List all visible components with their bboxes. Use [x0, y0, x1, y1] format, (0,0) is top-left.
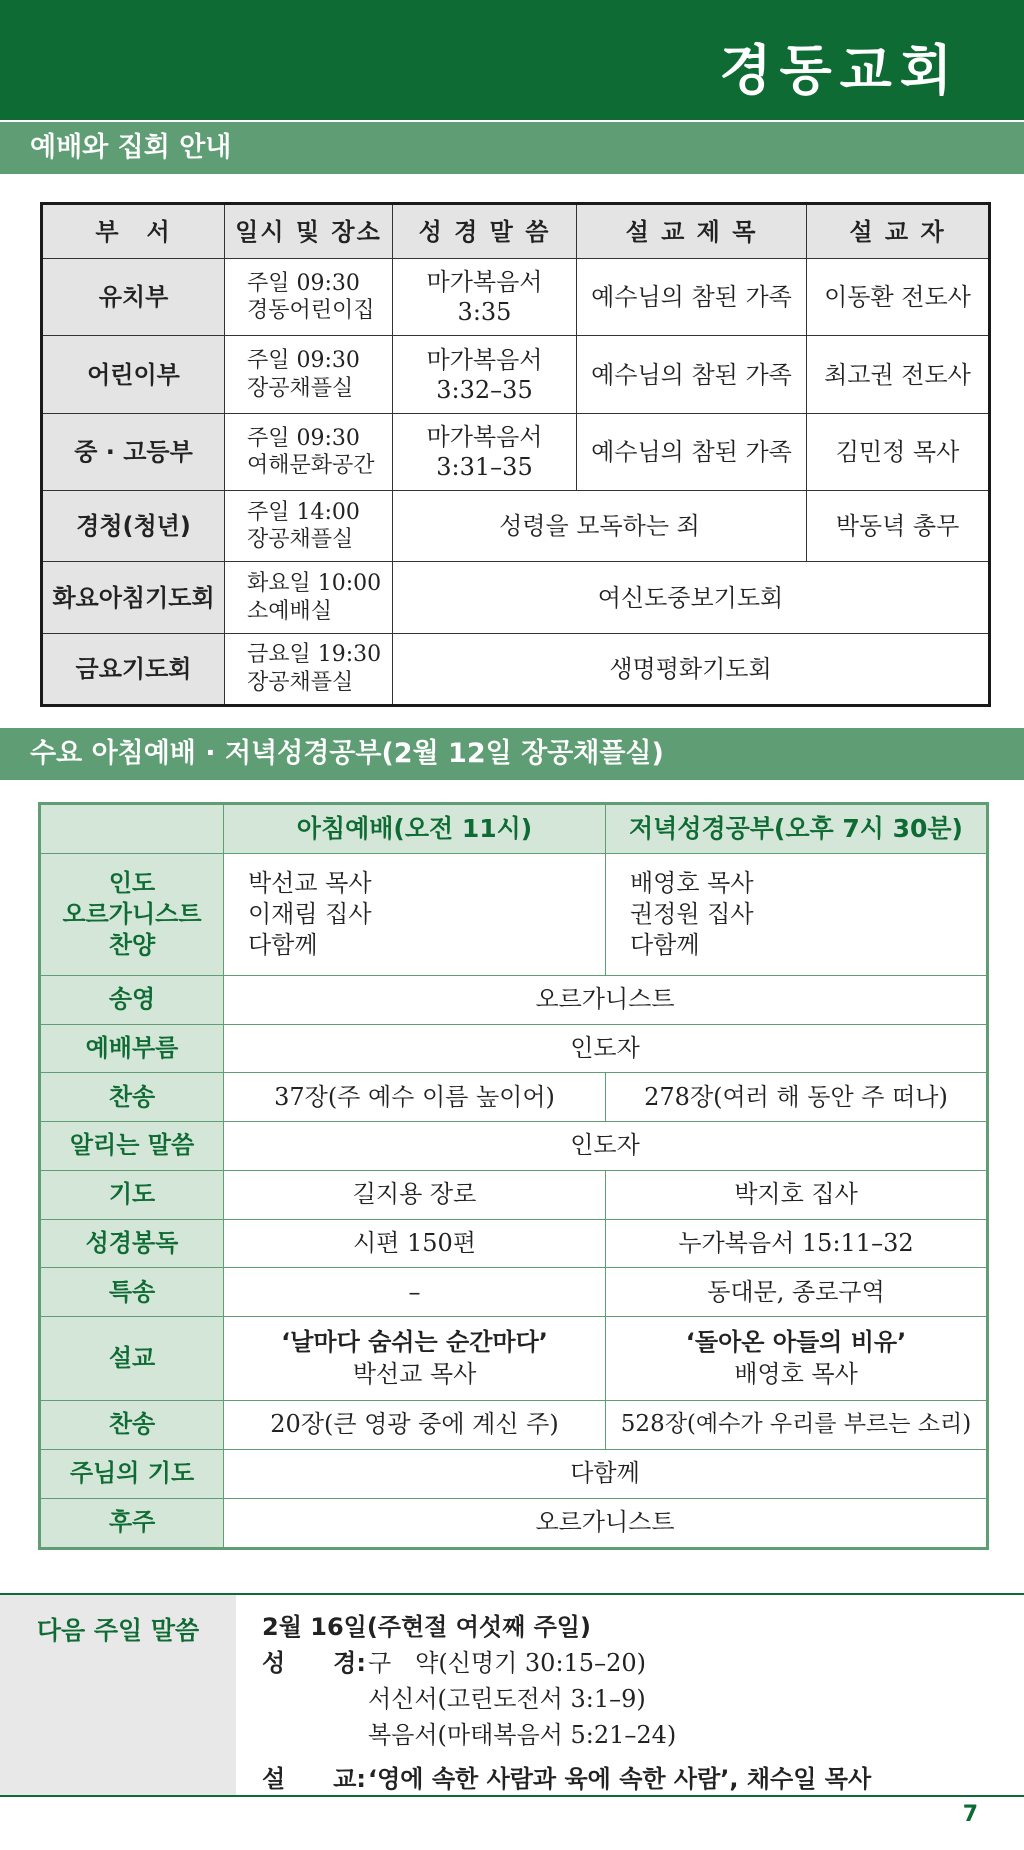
sermon-title: ‘날마다 숨쉬는 순간마다’ [281, 1328, 548, 1357]
merged-content-cell: 생명평화기도회 [393, 633, 990, 705]
order-label-cell: 특송 [40, 1268, 224, 1317]
time-place-cell [225, 562, 393, 633]
morning-cell: 37장(주 예수 이름 높이어) [224, 1073, 606, 1122]
next-week-body [262, 1609, 1002, 1797]
speaker-cell: 이동환 전도사 [807, 259, 990, 336]
place-text: 장공채플실 [247, 375, 354, 401]
time-place-cell [225, 259, 393, 336]
dept-cell: 화요아침기도회 [42, 562, 225, 633]
dept-cell: 유치부 [42, 259, 225, 336]
table-row [40, 1024, 988, 1073]
role-value: 다함께 [630, 931, 700, 960]
role-label: 찬양 [108, 931, 156, 960]
wednesday-order-table [38, 802, 989, 1550]
scripture-row [262, 1681, 1002, 1717]
scripture-row [262, 1645, 1002, 1681]
merged-cell: 오르가니스트 [224, 1498, 988, 1548]
header-empty [40, 804, 224, 854]
time-text: 주일 14:00 [247, 499, 360, 525]
order-label-cell: 찬송 [40, 1401, 224, 1450]
morning-cell: – [224, 1268, 606, 1317]
table-row [40, 1498, 988, 1548]
page-number: 7 [962, 1802, 978, 1827]
verse-text: 3:32–35 [436, 375, 533, 404]
order-label-cell: 후주 [40, 1498, 224, 1548]
sermon-title-cell: 예수님의 참된 가족 [577, 336, 807, 413]
evening-cell: 528장(예수가 우리를 부르는 소리) [606, 1401, 988, 1450]
order-label-cell: 예배부름 [40, 1024, 224, 1073]
speaker-cell: 김민정 목사 [807, 413, 990, 490]
place-text: 경동어린이집 [247, 298, 375, 324]
roles-evening-cell [606, 854, 988, 976]
merged-content-cell: 여신도중보기도회 [393, 562, 990, 633]
table-row [42, 562, 990, 633]
morning-cell: 길지용 장로 [224, 1170, 606, 1219]
dept-cell: 금요기도회 [42, 633, 225, 705]
table-row [42, 413, 990, 490]
role-value: 권정원 집사 [630, 899, 754, 928]
sermon-label: 설 교: [262, 1765, 366, 1793]
table-row [42, 491, 990, 562]
order-label-cell: 성경봉독 [40, 1219, 224, 1268]
role-value: 다함께 [248, 931, 318, 960]
time-place-cell [225, 633, 393, 705]
sermon-speaker: 배영호 목사 [734, 1359, 858, 1388]
next-week-date: 2월 16일(주현절 여섯째 주일) [262, 1613, 591, 1641]
time-text: 금요일 19:30 [247, 642, 382, 668]
header-speaker: 설 교 자 [807, 204, 990, 259]
order-label-cell: 기도 [40, 1170, 224, 1219]
table-row [42, 259, 990, 336]
top-bar [0, 0, 1024, 120]
order-label-cell: 알리는 말씀 [40, 1122, 224, 1171]
table-row-roles [40, 854, 988, 976]
table-row [40, 1268, 988, 1317]
time-place-cell [225, 336, 393, 413]
verse-text: 3:31–35 [436, 453, 533, 482]
section-title-wednesday: 수요 아침예배 · 저녁성경공부(2월 12일 장공채플실) [0, 728, 1024, 780]
table-row [40, 1073, 988, 1122]
role-label: 인도 [108, 868, 156, 897]
reading: 서신서(고린도전서 3:1–9) [368, 1685, 646, 1713]
table-row [40, 1122, 988, 1171]
table-row [40, 1449, 988, 1498]
table-row [40, 1170, 988, 1219]
role-value: 배영호 목사 [630, 868, 754, 897]
scripture-cell [393, 336, 577, 413]
table-row [42, 336, 990, 413]
table-header-row [42, 204, 990, 259]
reading: 구 약(신명기 30:15–20) [368, 1649, 646, 1677]
place-text: 여해문화공간 [247, 453, 375, 479]
book-text: 마가복음서 [426, 345, 543, 374]
order-label-cell: 설교 [40, 1317, 224, 1401]
header-morning: 아침예배(오전 11시) [224, 804, 606, 854]
book-text: 마가복음서 [426, 268, 543, 297]
order-label-cell: 송영 [40, 976, 224, 1025]
next-week-label: 다음 주일 말씀 [0, 1595, 236, 1795]
table-row [40, 976, 988, 1025]
header-dept: 부 서 [42, 204, 225, 259]
merged-cell: 인도자 [224, 1024, 988, 1073]
roles-morning-cell [224, 854, 606, 976]
header-scripture: 성 경 말 씀 [393, 204, 577, 259]
scripture-row [262, 1717, 1002, 1753]
table-row [42, 633, 990, 705]
table-header-row [40, 804, 988, 854]
time-text: 주일 09:30 [247, 425, 360, 451]
speaker-cell: 박동녁 총무 [807, 491, 990, 562]
order-label-cell: 주님의 기도 [40, 1449, 224, 1498]
merged-cell: 오르가니스트 [224, 976, 988, 1025]
order-label-cell: 찬송 [40, 1073, 224, 1122]
book-text: 마가복음서 [426, 423, 543, 452]
place-text: 소예배실 [247, 598, 333, 624]
merged-cell: 인도자 [224, 1122, 988, 1171]
table-row [40, 1401, 988, 1450]
sermon-evening-cell [606, 1317, 988, 1401]
table-row [40, 1219, 988, 1268]
sermon-text: ‘영에 속한 사람과 육에 속한 사람’, 채수일 목사 [368, 1765, 872, 1793]
dept-cell: 경청(청년) [42, 491, 225, 562]
roles-label-cell [40, 854, 224, 976]
place-text: 장공채플실 [247, 527, 354, 553]
verse-text: 3:35 [457, 298, 512, 327]
sermon-speaker: 박선교 목사 [352, 1359, 477, 1388]
header-evening: 저녁성경공부(오후 7시 30분) [606, 804, 988, 854]
header-sermon-title: 설 교 제 목 [577, 204, 807, 259]
evening-cell: 동대문, 종로구역 [606, 1268, 988, 1317]
sermon-title: ‘돌아온 아들의 비유’ [685, 1328, 907, 1357]
sermon-title-cell: 예수님의 참된 가족 [577, 259, 807, 336]
time-text: 주일 09:30 [247, 270, 360, 296]
role-label: 오르가니스트 [62, 899, 202, 928]
merged-content-cell: 성령을 모독하는 죄 [393, 491, 807, 562]
morning-cell: 20장(큰 영광 중에 계신 주) [224, 1401, 606, 1450]
sermon-title-cell: 예수님의 참된 가족 [577, 413, 807, 490]
sermon-row [262, 1761, 1002, 1797]
role-value: 이재림 집사 [248, 899, 372, 928]
church-logo: 경동교회 [719, 38, 960, 102]
sermon-morning-cell [224, 1317, 606, 1401]
section-title-worship: 예배와 집회 안내 [0, 122, 1024, 174]
scripture-cell [393, 259, 577, 336]
time-place-cell [225, 413, 393, 490]
dept-cell: 중 · 고등부 [42, 413, 225, 490]
evening-cell: 278장(여러 해 동안 주 떠나) [606, 1073, 988, 1122]
scripture-cell [393, 413, 577, 490]
next-week-block [0, 1593, 1024, 1797]
time-text: 화요일 10:00 [247, 571, 382, 597]
morning-cell: 시편 150편 [224, 1219, 606, 1268]
place-text: 장공채플실 [247, 669, 354, 695]
header-time-place: 일시 및 장소 [225, 204, 393, 259]
worship-schedule-table [40, 202, 991, 707]
reading: 복음서(마태복음서 5:21–24) [368, 1721, 677, 1749]
scripture-label: 성 경: [262, 1649, 366, 1677]
merged-cell: 다함께 [224, 1449, 988, 1498]
time-text: 주일 09:30 [247, 348, 360, 374]
dept-cell: 어린이부 [42, 336, 225, 413]
role-value: 박선교 목사 [248, 868, 372, 897]
table-row-sermon [40, 1317, 988, 1401]
speaker-cell: 최고권 전도사 [807, 336, 990, 413]
evening-cell: 박지호 집사 [606, 1170, 988, 1219]
evening-cell: 누가복음서 15:11–32 [606, 1219, 988, 1268]
time-place-cell [225, 491, 393, 562]
